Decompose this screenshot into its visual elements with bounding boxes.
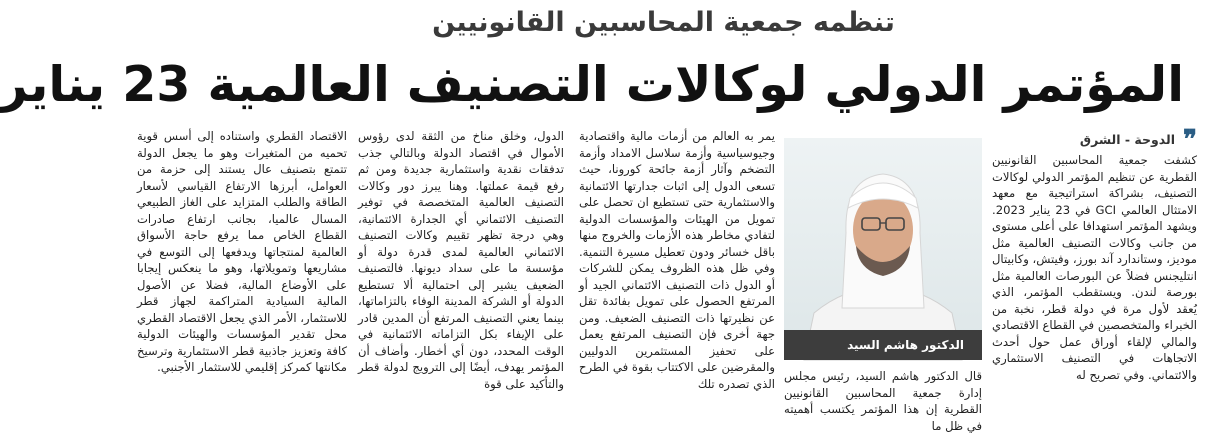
column-5 (137, 128, 347, 424)
photo-caption: الدكتور هاشم السيد (784, 330, 982, 360)
column-2-text-wrap (784, 368, 982, 433)
column-2-text: قال الدكتور هاشم السيد، رئيس مجلس إدارة جمعية المحاسبين القانونيين القطرية إن هذا المؤتمر يكتسب أهميته في ظل ما (784, 369, 982, 433)
dateline-text: الدوحة - الشرق (1079, 131, 1175, 147)
column-1 (992, 125, 1197, 424)
column-1-text: كشفت جمعية المحاسبين القانونيين القطرية عن تنظيم المؤتمر الدولي لوكالات التصنيف، بشراكة استراتيجية مع معهد الامتثال العالمي GCI في 23 يناير 2023. ويشهد المؤتمر استهدافا على أعلى مستوى من جانب وكالات التصنيف العالمية مثل موديز، وستاندارد آند بورز، وفيتش، وكابيتال انتليجنس فضلاً عن البورصات العالمية مثل بورصة لندن. ويستقطب المؤتمر، الذي يُعقد لأول مرة في دولة قطر، نخبة من الخبراء والمتخصصين في القطاع الاقتصادي والمالي لإلقاء أوراق عمل حول أحدث الاتجاهات في التصنيف الاستثماري والائتماني. وفي تصريح له (992, 153, 1197, 382)
headline: المؤتمر الدولي لوكالات التصنيف العالمية 23 يناير (0, 56, 1184, 113)
column-3-text: يمر به العالم من أزمات مالية واقتصادية وجيوسياسية وأزمة سلاسل الامداد وأزمة التضخم وآثار أزمة جائحة كورونا، حيث تسعى الدول إلى اثبات جدارتها الائتمانية والاستثمارية حتى تستطيع ان تحصل على تمويل من الهيئات والمؤسسات الدولية لتفادي مخاطر هذه الأزمات والخروج منها باقل خسائر ودون تعطيل مسيرة التنمية. وفي ظل هذه الظروف يمكن للشركات أو الدول ذات التصنيف الائتماني الجيد أو المرتفع الحصول على تمويل بفائدة تقل عن نظيرتها ذات التصنيف الضعيف. ومن جهة أخرى فإن التصنيف المرتفع يعمل على تحفيز المستثمرين الدوليين والمقرضين على الاكتتاب بقوة في الطرح الذي تصدره تلك (579, 129, 775, 391)
article-body (130, 125, 1197, 433)
column-4 (358, 128, 564, 424)
column-4-text: الدول، وخلق مناخ من الثقة لدى رؤوس الأموال في اقتصاد الدولة وبالتالي جذب تدفقات نقدية واستثمارية جديدة ومن ثم رفع قيمة عملتها. وهنا يبرز دور وكالات التصنيف العالمية المتخصصة في توفير التصنيف الائتماني أي الجدارة الائتمانية، وهي درجة تظهر تقييم وكالات التصنيف الائتماني العالمية لمدى قدرة دولة أو مؤسسة ما على سداد ديونها. فالتصنيف الضعيف يشير إلى احتمالية ألا تستطيع الدولة أو الشركة المدينة الوفاء بالتزاماتها، بينما يعني التصنيف المرتفع أن المدين قادر على الإيفاء بكل التزاماته الائتمانية في الوقت المحدد، دون أي أخطار. وأضاف أن المؤتمر يهدف، أيضًا إلى الترويج لدولة قطر والتأكيد على قوة (358, 129, 564, 391)
column-5-text: الاقتصاد القطري واستناده إلى أسس قوية تحميه من المتغيرات وهو ما يجعل الدولة تتمتع بتصنيف عال يستند إلى حزمة من العوامل، أبرزها الارتفاع القياسي لأسعار الطاقة والطلب المتزايد على الغاز الطبيعي المسال عالميا، بجانب ارتفاع صادرات القطاع الخاص مما يرفع حاجة الأسواق العالمية لمنتجاتها ويدفعها إلى التوسع في مشاريعها وتمويلاتها، وهو ما ينعكس إيجابا على الأوضاع المالية، فضلا عن الأصول المالية السيادية المتراكمة لجهاز قطر للاستثمار، الأمر الذي يجعل الاقتصاد القطري محل تقدير المؤسسات والهيئات الدولية كافة وتعزيز جاذبية قطر الاستثمارية وترسيخ مكانتها كمركز إقليمي للاستثمار الأجنبي. (137, 129, 347, 374)
kicker: تنظمه جمعية المحاسبين القانونيين (432, 7, 895, 38)
column-3 (579, 128, 775, 424)
column-2 (784, 128, 982, 433)
quote-icon: ❞ (1183, 125, 1197, 155)
dateline (992, 125, 1197, 155)
portrait-photo (784, 138, 982, 360)
